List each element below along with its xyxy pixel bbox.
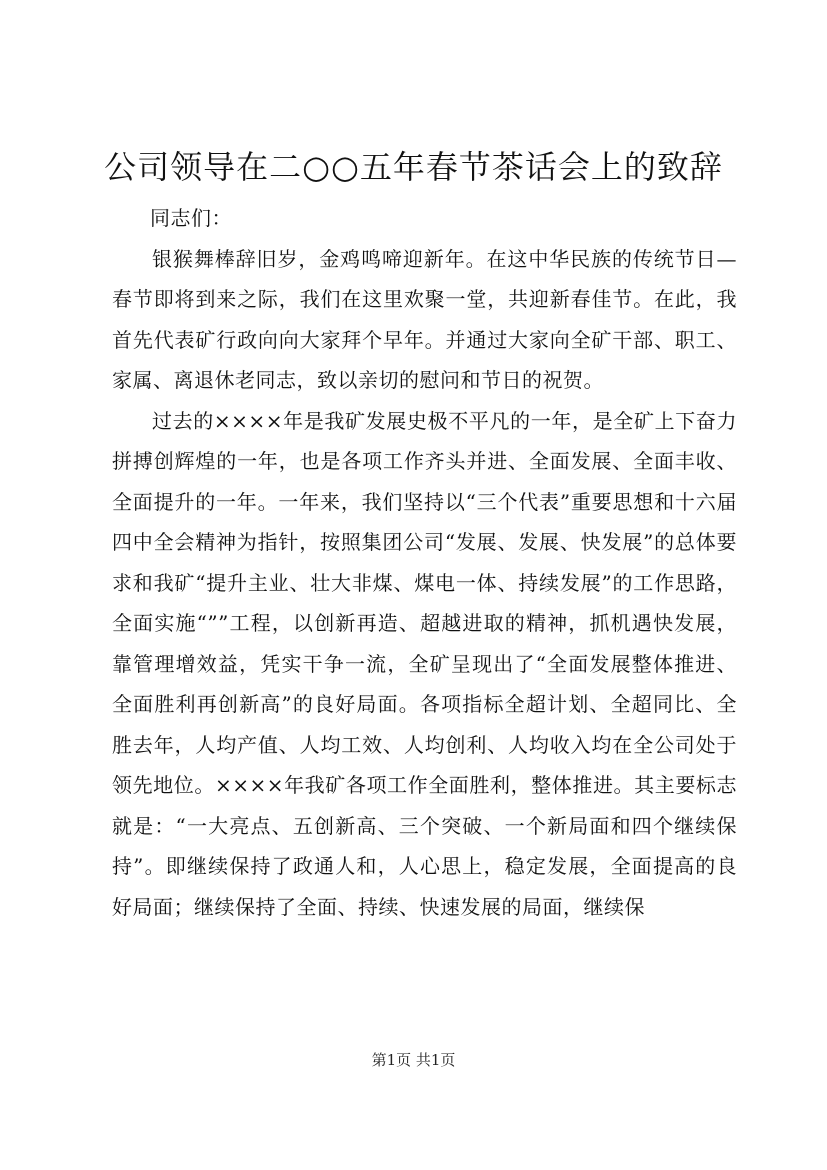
salutation: 同志们： — [150, 206, 232, 230]
page-footer: 第1页 共1页 — [371, 1051, 456, 1069]
document-title: 公司领导在二○○五年春节茶话会上的致辞 — [104, 148, 723, 186]
paragraph-greeting: 银猴舞棒辞旧岁，金鸡鸣啼迎新年。在这中华民族的传统节日—春节即将到来之际，我们在这里欢聚一堂，共迎新春佳节。在此，我首先代表矿行政向向大家拜个早年。并通过大家向全矿干部、职工、家属、离退休老同志，致以亲切的慰问和节日的祝贺。 — [112, 246, 737, 392]
paragraph-review: 过去的××××年是我矿发展史极不平凡的一年，是全矿上下奋力拼搏创辉煌的一年，也是各项工作齐头并进、全面发展、全面丰收、全面提升的一年。一年来，我们坚持以“三个代表”重要思想和十六届四中全会精神为指针，按照集团公司“发展、发展、快发展”的总体要求和我矿“提升主业、壮大非煤、煤电一体、持续发展”的工作思路，全面实施“””工程，以创新再造、超越进取的精神，抓机遇快发展，靠管理增效益，凭实干争一流，全矿呈现出了“全面发展整体推进、全面胜利再创新高”的良好局面。各项指标全超计划、全超同比、全胜去年，人均产值、人均工效、人均创利、人均收入均在全公司处于领先地位。××××年我矿各项工作全面胜利，整体推进。其主要标志就是：“一大亮点、五创新高、三个突破、一个新局面和四个继续保持”。即继续保持了政通人和，人心思上，稳定发展，全面提高的良好局面；继续保持了全面、持续、快速发展的局面，继续保 — [112, 408, 737, 919]
document-body — [112, 198, 737, 927]
